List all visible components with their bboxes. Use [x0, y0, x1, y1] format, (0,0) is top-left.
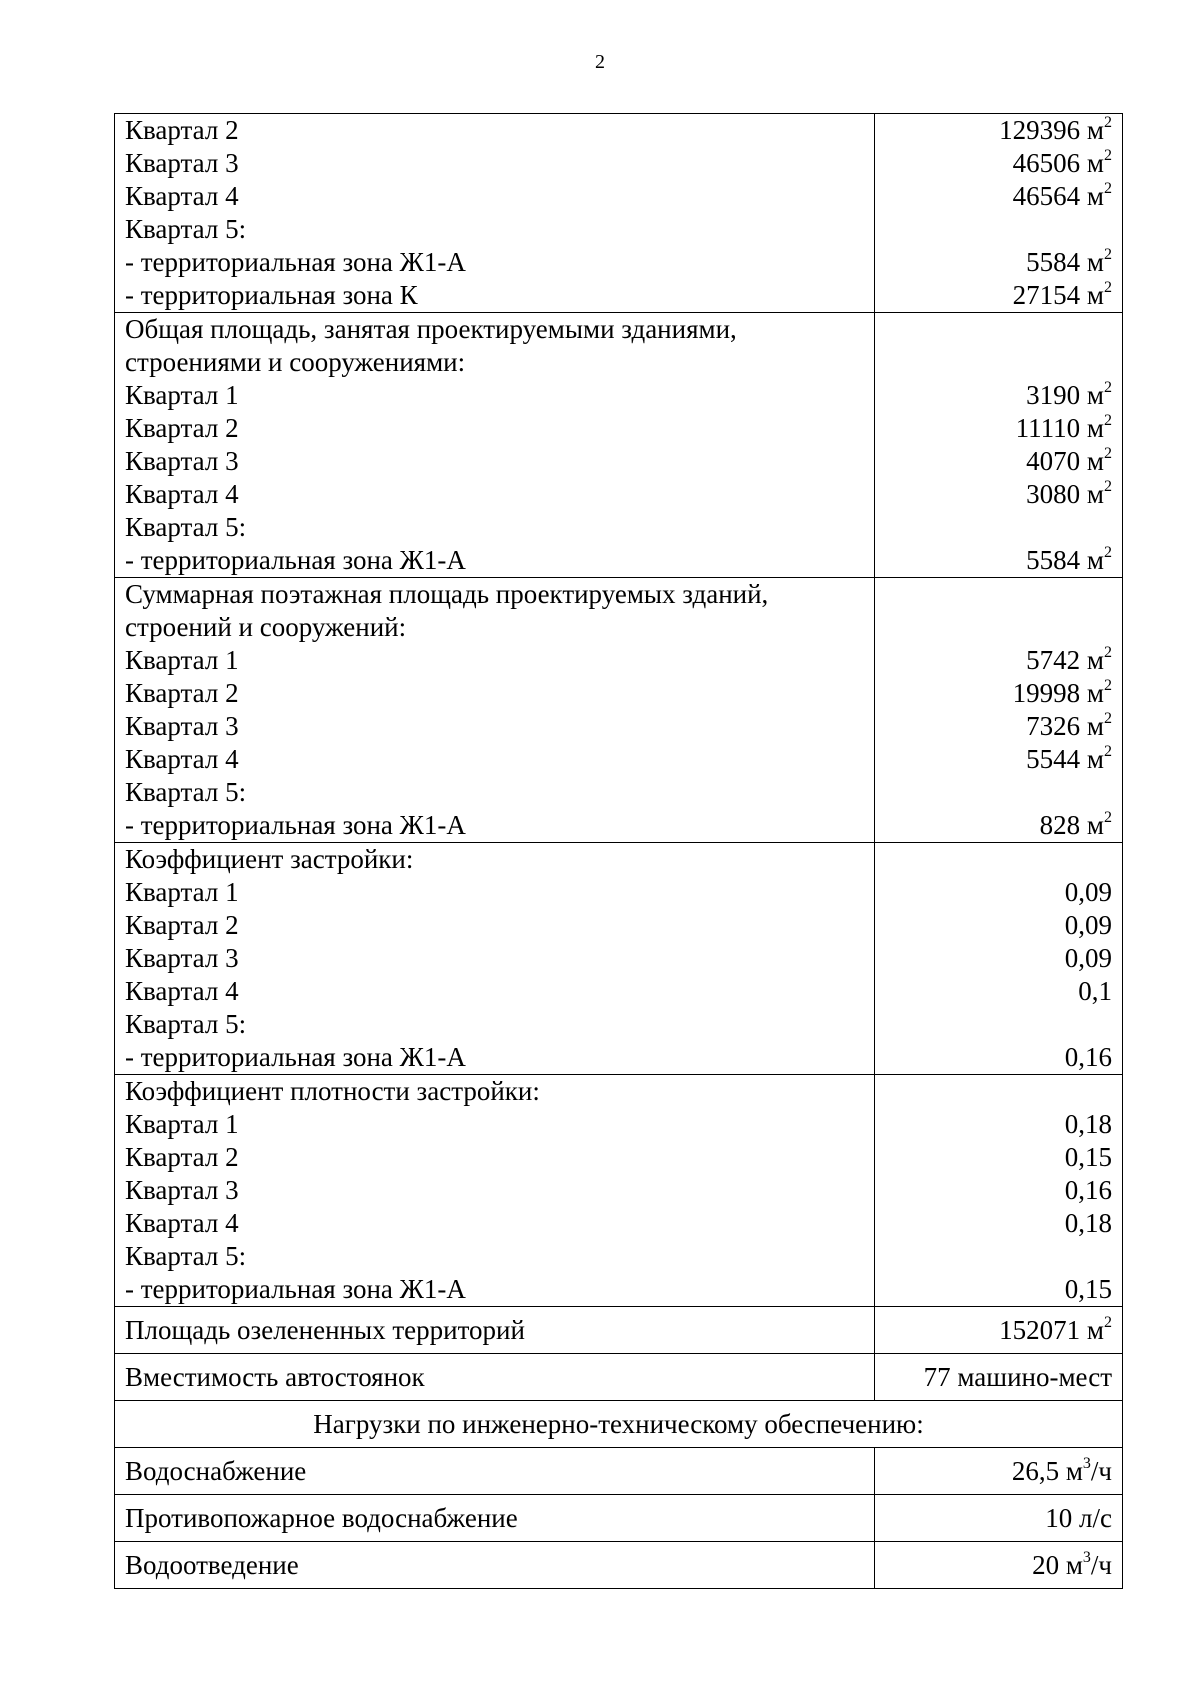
value-text: 129396 м — [999, 115, 1104, 145]
unit-exponent: 2 — [1104, 544, 1112, 561]
value-text: 152071 м — [999, 1315, 1104, 1345]
value-text: 46564 м — [1012, 181, 1104, 211]
row-value — [885, 1542, 1112, 1588]
row-label: Квартал 5: — [125, 512, 247, 542]
label-cell — [115, 1075, 875, 1307]
value-text: 26,5 м — [1011, 1456, 1083, 1486]
row-value — [885, 677, 1112, 710]
label-cell — [115, 1448, 875, 1495]
row-label: Квартал 4 — [125, 181, 239, 211]
section-header-row — [115, 1401, 1123, 1448]
row-label: - территориальная зона Ж1-А — [125, 247, 466, 277]
page-number: 2 — [595, 51, 605, 73]
row-label: Квартал 2 — [125, 413, 239, 443]
label-cell — [115, 114, 875, 313]
table-row — [115, 1448, 1123, 1495]
label-cell — [115, 1354, 875, 1401]
row-value — [885, 213, 1112, 246]
value-cell — [875, 843, 1123, 1075]
row-value — [885, 147, 1112, 180]
row-value — [885, 776, 1112, 809]
value-text: 0,15 — [1064, 1274, 1112, 1304]
row-label: Квартал 3 — [125, 1175, 239, 1205]
row-value — [885, 279, 1112, 312]
value-text: 0,16 — [1064, 1175, 1112, 1205]
row-value — [885, 1273, 1112, 1306]
row-value — [885, 346, 1112, 379]
unit-exponent: 2 — [1104, 379, 1112, 396]
row-value — [885, 1108, 1112, 1141]
row-value — [885, 544, 1112, 577]
value-cell — [875, 578, 1123, 843]
row-value — [885, 909, 1112, 942]
row-value — [885, 809, 1112, 842]
unit-exponent: 2 — [1104, 279, 1112, 296]
indicators-table — [114, 113, 1123, 1589]
row-label: Противопожарное водоснабжение — [125, 1503, 518, 1533]
value-text: 7326 м — [1026, 711, 1104, 741]
label-cell — [115, 313, 875, 578]
row-label: Квартал 4 — [125, 744, 239, 774]
value-cell — [875, 114, 1123, 313]
row-value — [885, 180, 1112, 213]
row-value — [885, 1240, 1112, 1273]
table-row-group — [115, 843, 1123, 1075]
row-label: Общая площадь, занятая проектируемыми зданиями, — [125, 314, 737, 344]
unit-suffix: /ч — [1090, 1456, 1112, 1486]
row-value — [885, 1075, 1112, 1108]
row-value — [885, 1448, 1112, 1494]
row-value — [885, 114, 1112, 147]
row-value — [885, 644, 1112, 677]
value-text: 0,09 — [1064, 943, 1112, 973]
table-row — [115, 1354, 1123, 1401]
label-cell — [115, 578, 875, 843]
table-row-group — [115, 1075, 1123, 1307]
table-row-group — [115, 114, 1123, 313]
row-label: - территориальная зона Ж1-А — [125, 1042, 466, 1072]
table-row — [115, 1307, 1123, 1354]
row-label: Квартал 1 — [125, 1109, 239, 1139]
value-text: 0,16 — [1064, 1042, 1112, 1072]
value-text: 0,18 — [1064, 1208, 1112, 1238]
unit-exponent: 2 — [1104, 809, 1112, 826]
row-label: Квартал 3 — [125, 148, 239, 178]
value-text: 10 л/с — [1045, 1503, 1112, 1533]
row-value — [885, 1207, 1112, 1240]
unit-exponent: 2 — [1104, 743, 1112, 760]
row-label: - территориальная зона Ж1-А — [125, 1274, 466, 1304]
value-cell — [875, 1075, 1123, 1307]
section-header — [115, 1401, 1123, 1448]
label-cell — [115, 1495, 875, 1542]
value-cell — [875, 1448, 1123, 1495]
table-row-group — [115, 578, 1123, 843]
row-label: Водоотведение — [125, 1550, 299, 1580]
value-cell — [875, 1354, 1123, 1401]
unit-exponent: 2 — [1104, 180, 1112, 197]
value-text: 20 м — [1032, 1550, 1083, 1580]
unit-exponent: 2 — [1104, 478, 1112, 495]
row-value — [885, 478, 1112, 511]
row-value — [885, 578, 1112, 611]
value-text: 5544 м — [1026, 744, 1104, 774]
table-row-group — [115, 313, 1123, 578]
value-text: 828 м — [1039, 810, 1104, 840]
value-text: 0,18 — [1064, 1109, 1112, 1139]
row-label: Площадь озелененных территорий — [125, 1315, 525, 1345]
row-label: Квартал 2 — [125, 1142, 239, 1172]
row-label: строениями и сооружениями: — [125, 347, 466, 377]
value-text: 19998 м — [1012, 678, 1104, 708]
row-label: - территориальная зона Ж1-А — [125, 545, 466, 575]
value-cell — [875, 1307, 1123, 1354]
value-text: 0,15 — [1064, 1142, 1112, 1172]
value-text: 3190 м — [1026, 380, 1104, 410]
row-value — [885, 1041, 1112, 1074]
row-value — [885, 313, 1112, 346]
row-label: - территориальная зона К — [125, 280, 418, 310]
row-value — [885, 511, 1112, 544]
row-value — [885, 1354, 1112, 1400]
row-value — [885, 942, 1112, 975]
section-header-text: Нагрузки по инженерно-техническому обеспечению: — [313, 1409, 924, 1439]
row-label: Квартал 1 — [125, 877, 239, 907]
row-label: Вместимость автостоянок — [125, 1362, 425, 1392]
unit-exponent: 2 — [1104, 677, 1112, 694]
unit-exponent: 2 — [1104, 445, 1112, 462]
table-row — [115, 1495, 1123, 1542]
value-text: 3080 м — [1026, 479, 1104, 509]
row-value — [885, 445, 1112, 478]
value-text: 5742 м — [1026, 645, 1104, 675]
row-label: Квартал 2 — [125, 115, 239, 145]
value-text: 0,09 — [1064, 877, 1112, 907]
row-label: Водоснабжение — [125, 1456, 307, 1486]
row-label: Квартал 3 — [125, 943, 239, 973]
unit-suffix: /ч — [1090, 1550, 1112, 1580]
unit-exponent: 2 — [1104, 246, 1112, 263]
row-value — [885, 1307, 1112, 1353]
row-label: Квартал 1 — [125, 380, 239, 410]
row-label: Квартал 5: — [125, 1241, 247, 1271]
row-label: Квартал 5: — [125, 777, 247, 807]
row-label: Квартал 1 — [125, 645, 239, 675]
row-label: Квартал 4 — [125, 479, 239, 509]
row-label: - территориальная зона Ж1-А — [125, 810, 466, 840]
unit-exponent: 2 — [1104, 710, 1112, 727]
value-cell — [875, 1542, 1123, 1589]
row-label: Квартал 5: — [125, 1009, 247, 1039]
row-value — [885, 1174, 1112, 1207]
value-text: 27154 м — [1012, 280, 1104, 310]
label-cell — [115, 843, 875, 1075]
unit-exponent: 2 — [1104, 644, 1112, 661]
row-label: Квартал 5: — [125, 214, 247, 244]
row-value — [885, 975, 1112, 1008]
row-label: Коэффициент застройки: — [125, 844, 414, 874]
value-text: 0,09 — [1064, 910, 1112, 940]
unit-exponent: 3 — [1082, 1549, 1091, 1566]
value-text: 77 машино-мест — [923, 1362, 1112, 1392]
unit-exponent: 2 — [1104, 147, 1112, 164]
row-label: Квартал 4 — [125, 1208, 239, 1238]
value-text: 0,1 — [1078, 976, 1112, 1006]
row-value — [885, 1008, 1112, 1041]
row-value — [885, 379, 1112, 412]
label-cell — [115, 1542, 875, 1589]
unit-exponent: 2 — [1104, 1314, 1112, 1331]
value-text: 46506 м — [1012, 148, 1104, 178]
row-value — [885, 843, 1112, 876]
row-value — [885, 1495, 1112, 1541]
row-label: Квартал 3 — [125, 711, 239, 741]
unit-exponent: 2 — [1104, 114, 1112, 131]
row-value — [885, 611, 1112, 644]
row-label: Квартал 2 — [125, 910, 239, 940]
value-text: 11110 м — [1015, 413, 1104, 443]
value-cell — [875, 1495, 1123, 1542]
row-label: Коэффициент плотности застройки: — [125, 1076, 540, 1106]
row-label: строений и сооружений: — [125, 612, 407, 642]
unit-exponent: 2 — [1104, 412, 1112, 429]
row-label: Суммарная поэтажная площадь проектируемых зданий, — [125, 579, 769, 609]
row-label: Квартал 3 — [125, 446, 239, 476]
row-value — [885, 1141, 1112, 1174]
row-label: Квартал 2 — [125, 678, 239, 708]
value-cell — [875, 313, 1123, 578]
row-value — [885, 876, 1112, 909]
row-value — [885, 412, 1112, 445]
row-label: Квартал 4 — [125, 976, 239, 1006]
value-text: 4070 м — [1026, 446, 1104, 476]
value-text: 5584 м — [1026, 247, 1104, 277]
row-value — [885, 743, 1112, 776]
value-text: 5584 м — [1026, 545, 1104, 575]
table-row — [115, 1542, 1123, 1589]
label-cell — [115, 1307, 875, 1354]
unit-exponent: 3 — [1082, 1455, 1091, 1472]
row-value — [885, 246, 1112, 279]
row-value — [885, 710, 1112, 743]
